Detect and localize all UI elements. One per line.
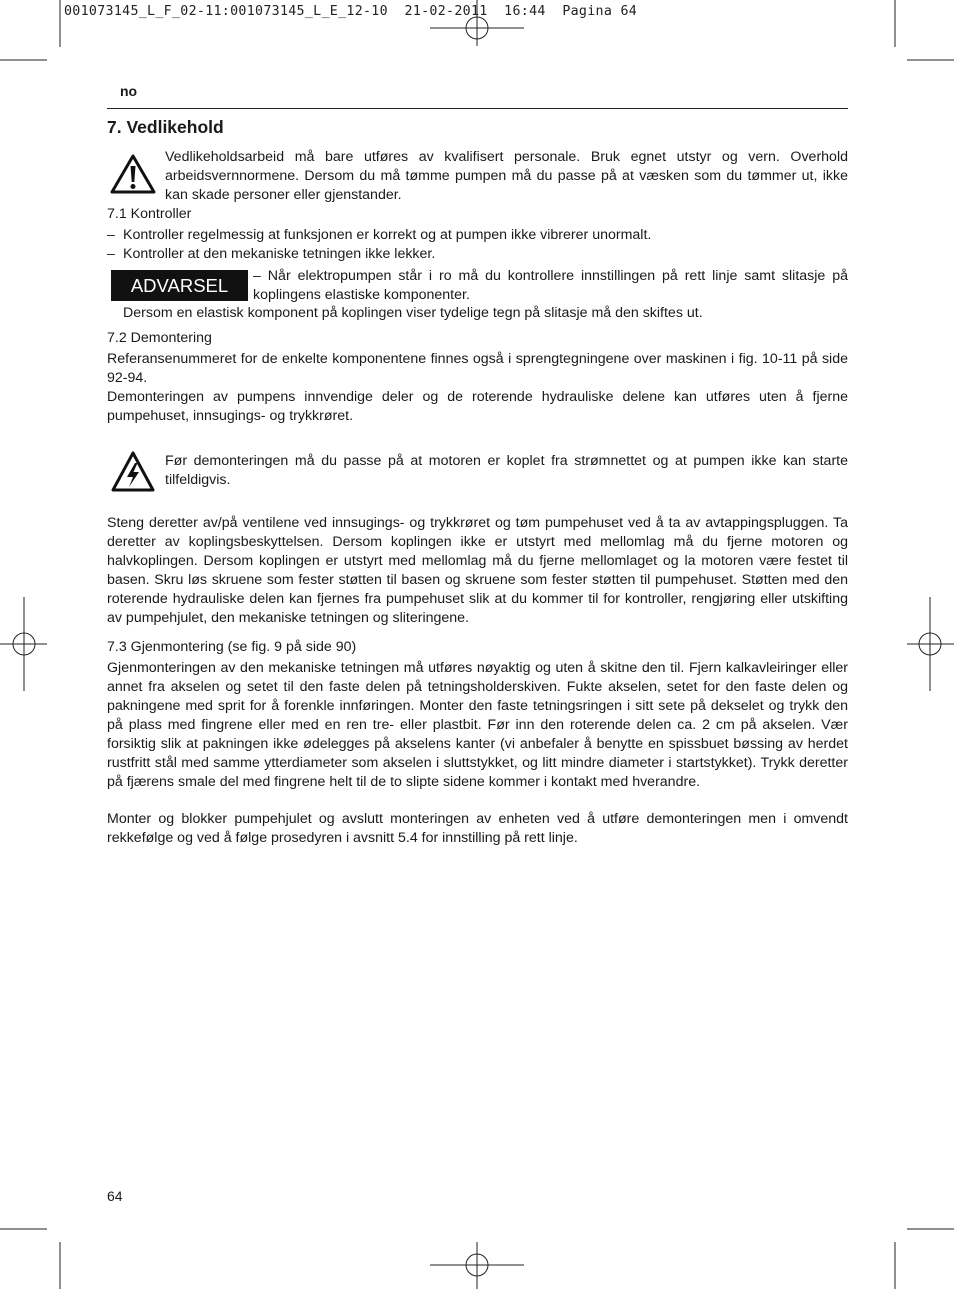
print-slug: 001073145_L_F_02-11:001073145_L_E_12-10 21-02-2011 16:44 Pagina 64 xyxy=(64,4,638,19)
demontering-paragraph-2: Demonteringen av pumpens innvendige deler og de roterende hydrauliske delene kan utføres uten å fjerne pumpehuset, innsugings- og trykkrøret. xyxy=(107,389,848,424)
warning-text: – Når elektropumpen står i ro må du kontrollere innstillingen på rett linje samt slitasje på koplingens elastiske komponenter. xyxy=(253,268,848,303)
list-dash: – xyxy=(107,246,115,262)
electric-warning-text: Før demonteringen må du passe på at motoren er koplet fra strømnettet og at pumpen ikke kan starte tilfeldigvis. xyxy=(165,453,848,488)
wear-note: Dersom en elastisk komponent på koplingen viser tydelige tegn på slitasje må den skiftes ut. xyxy=(123,305,703,321)
gjenmontering-paragraph-1: Gjenmonteringen av den mekaniske tetningen må utføres nøyaktig og uten å skitne den til. Fjern kalkavleiringer eller annet fra akselen og setet til den faste delen på tetningsholderskiven. Fukte akselen, setet for den faste delen og pakningene med sprit for å forenkle innføringen. Monter den faste tetningsringen i sitt sete på dekselet og trykk den på plass med fingrene eller med en ren tre- eller plastbit. Før inn den roterende delen ca. 2 cm på akselen. Vær forsiktig slik at pakningen ikke ødelegges på akselens kanter (vi anbefaler å benytte en spissbuet bøssing av herdet rustfritt stål med samme ytterdiameter som akselen i sluttstykket, og litt mindre diameter i startstykket). Trykk deretter på fjærens smale del med fingrene helt til de to slipte sidene kommer i kontakt med hverandre. xyxy=(107,660,848,790)
list-dash: – xyxy=(107,227,115,243)
warning-badge: ADVARSEL xyxy=(111,270,248,301)
subheading-gjenmontering: 7.3 Gjenmontering (se fig. 9 på side 90) xyxy=(107,639,357,655)
subheading-kontroller: 7.1 Kontroller xyxy=(107,206,192,222)
language-code: no xyxy=(120,83,138,99)
demontering-paragraph-1: Referansenummeret for de enkelte komponentene finnes også i sprengtegningene over maskinen i fig. 10-11 på side 92-94. xyxy=(107,351,848,386)
warning-triangle-icon xyxy=(109,153,157,195)
section-title: 7. Vedlikehold xyxy=(107,117,224,137)
list-item: – Kontroller at den mekaniske tetningen ikke lekker. xyxy=(107,246,436,262)
list-item: – Kontroller regelmessig at funksjonen er korrekt og at pumpen ikke vibrerer unormalt. xyxy=(107,227,652,243)
header-rule xyxy=(107,108,848,109)
subheading-demontering: 7.2 Demontering xyxy=(107,330,212,346)
maintenance-intro: Vedlikeholdsarbeid må bare utføres av kvalifisert personale. Bruk egnet utstyr og vern. Overhold arbeidsvernnormene. Dersom du må tømme pumpen må du passe på at væsken som du tømmer ut, ikke kan skade personer eller gjenstander. xyxy=(165,149,848,203)
demontering-paragraph-3: Steng deretter av/på ventilene ved innsugings- og trykkrøret og tøm pumpehuset ved å ta av avtappingspluggen. Ta deretter av koplingsbeskyttelsen. Dersom koplingen ikke er utstyrt med mellomlag må du fjerne motoren og halvkoplingen. Dersom koplingen er utstyrt med mellomlag må du fjerne mellomlaget og la motoren være festet til basen. Skru løs skruene som fester støtten til basen og skruene som fester støtten til pumpehuset. Støtten med den roterende hydrauliske delen kan fjernes fra pumpehuset slik at du kommer til for kontroller, rengjøring eller utskifting av pumpehjulet, den mekaniske tetningen og sliteringene. xyxy=(107,515,848,626)
gjenmontering-paragraph-2: Monter og blokker pumpehjulet og avslutt monteringen av enheten ved å utføre demonteringen men i omvendt rekkefølge og ved å følge prosedyren i avsnitt 5.4 for innstilling på rett linje. xyxy=(107,811,848,846)
electric-hazard-icon xyxy=(110,450,156,494)
page-number: 64 xyxy=(107,1188,123,1204)
